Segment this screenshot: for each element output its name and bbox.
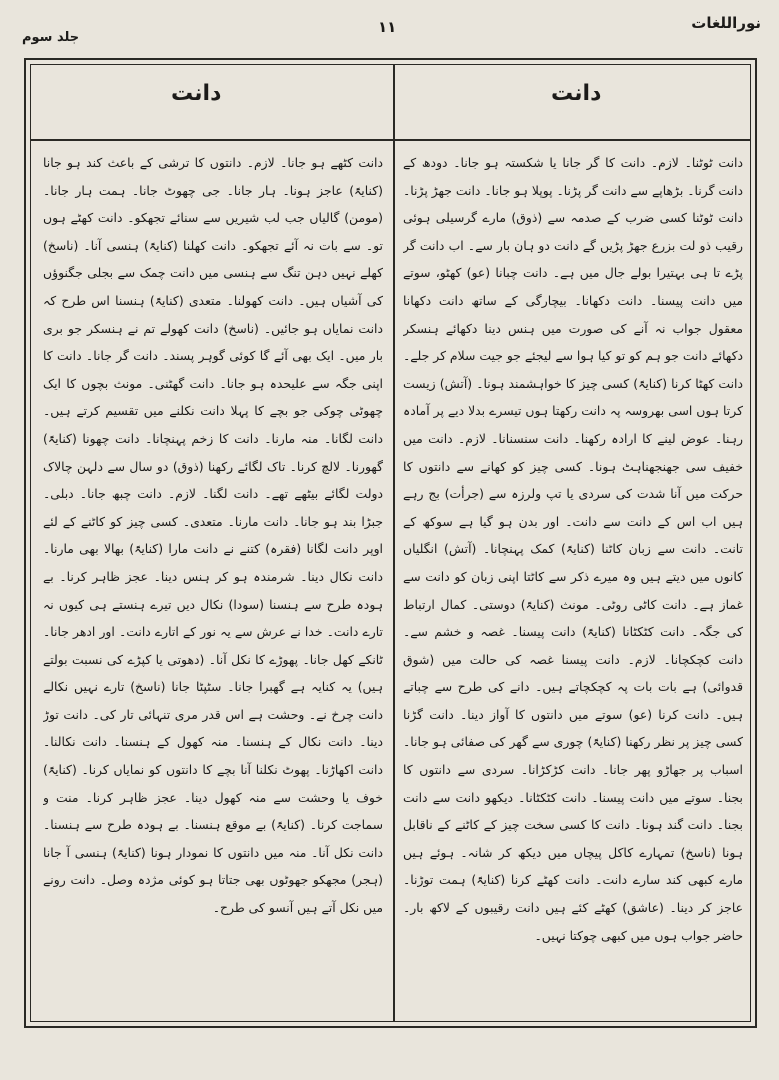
left-column <box>43 149 383 1019</box>
page-frame-inner <box>30 64 751 1022</box>
right-column-heading: دانت <box>551 81 602 106</box>
left-column-text: دانت کٹھے ہو جانا۔ لازم۔ دانتوں کا ترشی کے باعث کند ہو جانا (کنایۃً) عاجز ہونا۔ ہار جانا۔ جی چھوٹ جانا۔ ہمت ہار جانا۔ (مومن) گالیاں جب لب شیریں سے سنائے تجھکو۔ دانت کھٹے ہوں تو۔ سے بات نہ آئے تجھکو۔ دانت کھلنا (کنایۃً) ہنسی آنا۔ (ناسخ) کھلے نہیں دہن تنگ سے ہنسی میں دانت چمک سے بجلی جگنوؤں کی آشیاں ہیں۔ دانت کھولنا۔ متعدی (کنایۃً) ہنسنا اس طرح کہ دانت نمایاں ہو جائیں۔ (ناسخ) دانت کھولے تم نے ہنسکر جو بری بار میں۔ ایک بھی آئے گا کوئی گوہر پسند۔ دانت گر جانا۔ دانت کا اپنی جگہ سے علیحدہ ہو جانا۔ دانت گھٹنی۔ مونث بچوں کا ایک چھوٹی چوکی جو بچے کا پہلا دانت نکلنے میں تقسیم کرتے ہیں۔ دانت لگانا۔ منہ مارنا۔ دانت کا زخم پہنچانا۔ دانت چھونا (کنایۃً) گھورنا۔ لالچ کرنا۔ تاک لگائے رکھنا (ذوق) دو سال سے دلہن چالاک دولت لگائے بیٹھے تھے۔ دانت لگنا۔ لازم۔ دانت چبھ جانا۔ دبلی۔ جبڑا بند ہو جانا۔ دانت مارنا۔ متعدی۔ کسی چیز کو کاٹنے کے لئے اوپر دانت لگانا (فقرہ) کتنے نے دانت مارا (کنایۃً) بھالا بھی مارنا۔ دانت نکال دینا۔ شرمندہ ہو کر ہنس دینا۔ عجز ظاہر کرنا۔ بے ہودہ طرح سے ہنسنا (سودا) نکال دیں تیرے ہنستے ہی کیوں نہ تارے دانت۔ خدا نے عرش سے یہ نور کے اتارے دانت۔ اور ادھر جانا۔ ٹانکے کھل جانا۔ پھوڑے کا نکل آنا۔ (دھوتی یا کپڑے کی نسبت بولتے ہیں) یہ کنایہ ہے گھبرا جانا۔ سٹپٹا جانا (ناسخ) تارے نہیں نکالے دانت چرخ نے۔ وحشت ہے اس قدر مری تنہائی تار کی۔ دانت توڑ دینا۔ دانت نکال کے ہنسنا۔ منہ کھول کے ہنسنا۔ دانت نکالنا۔ دانت اکھاڑنا۔ پھوٹ نکلنا آنا بچے کا دانتوں کو نمایاں کرنا۔ (کنایۃً) خوف یا وحشت سے منہ کھول دینا۔ عجز ظاہر کرنا۔ منت و سماجت کرنا۔ (کنایۃً) بے موقع ہنسنا۔ بے ہودہ طرح سے ہنسنا۔ دانت نکل آنا۔ منہ میں دانتوں کا نمودار ہونا (کنایۃً) ہنسی آ جانا (ہجر) مجھکو جھوٹوں بھی جتاتا ہو کوئی مژدہ وصل۔ دانت رونے میں نکل آتے ہیں آنسو کی طرح۔ <box>43 155 383 916</box>
page-number: ۱۱ <box>378 18 397 36</box>
column-heading-row <box>31 65 750 141</box>
column-divider <box>393 65 395 1021</box>
volume-label: جلد سوم <box>22 30 80 45</box>
left-column-heading: دانت <box>171 81 222 106</box>
right-column-text: دانت ٹوٹنا۔ لازم۔ دانت کا گر جانا یا شکستہ ہو جانا۔ دودھ کے دانت گرنا۔ بڑھاپے سے دانت گر پڑنا۔ پوپلا ہو جانا۔ دانت جھڑ پڑنا۔ دانت ٹوٹنا کسی ضرب کے صدمہ سے (ذوق) مارے گرسیلی ہوئی رقیب ذو لت بزرع جھڑ پڑیں گے دانت دو ہان بار سے۔ اب دانت گر پڑے تا ہی بہتیرا بولے جال میں ہے۔ دانت چبانا (عو) کھٹو، سوتے میں دانت پیسنا۔ دانت دکھانا۔ بیچارگی کے ساتھ دانت دکھانا معقول جواب نہ آنے کی صورت میں ہنس دینا دکھائے ہنسکر دکھائے دانت جو ہم کو تو کیا ہوا سے لیجئے جو جیت سلام کر جلے۔ دانت کھٹا کرنا (کنایۃً) کسی چیز کا خواہشمند ہونا۔ (آتش) زیست کرتا ہوں اسی بھروسہ پہ دانت رکھتا ہوں تیسرے بدلا دیے پر آمادہ رہنا۔ عوض لینے کا ارادہ رکھنا۔ دانت سنسنانا۔ لازم۔ دانت میں خفیف سی جھنجھناہٹ ہونا۔ کسی چیز کو کھانے سے دانتوں کا حرکت میں آنا شدت کی سردی یا تپ ولرزہ سے (جرأت) بج رہے ہیں اب اس کے دانت سے دانت۔ اور بدن ہو گیا ہے سوکھ کے تانت۔ دانت سے زبان کاٹنا (کنایۃً) کمک پہنچانا۔ (آتش) انگلیاں کانوں میں دیتے ہیں وہ میرے ذکر سے کاٹتا اپنی زبان کو دانت سے غماز ہے۔ دانت کاٹی روٹی۔ مونث (کنایۃً) دوستی۔ کمال ارتباط کی جگہ۔ دانت کٹکٹانا (کنایۃً) دانت پیسنا۔ غصہ و خشم سے۔ دانت کچکچانا۔ لازم۔ دانت پیسنا غصہ کی حالت میں (شوق قدوائی) ہے بات بات پہ کچکچاتے ہیں۔ دانے کی طرح سے چباتے ہیں۔ دانت کرنا (عو) سوتے میں دانتوں کا آواز دینا۔ دانت گڑنا کسی چیز پر نظر رکھنا (کنایۃً) چوری سے گھر کی صفائی ہو جانا۔ اسباب پر جھاڑو پھر جانا۔ دانت کڑکڑانا۔ سردی سے دانتوں کا بجنا۔ سوتے میں دانت پیسنا۔ دانت کٹکٹانا۔ دیکھو دانت سے دانت بجنا۔ دانت گند ہونا۔ دانت کا کسی سخت چیز کے کاٹنے کے ناقابل ہونا (ناسخ) تمہارے کاکل پیچاں میں دیکھ کر شانہ۔ ہوئے ہیں مارے کبھی کند سارے دانت۔ دانت کھٹے کرنا (کنایۃً) ہمت توڑنا۔ عاجز کر دینا۔ (عاشق) کھٹے کئے ہیں دانت رقیبوں کے لاکھ بار۔ حاضر جواب ہوں میں کبھی چوکتا نہیں۔ <box>403 155 743 943</box>
running-header <box>0 0 779 60</box>
dictionary-title: نوراللغات <box>691 14 761 32</box>
page-frame <box>24 58 757 1028</box>
right-column <box>403 149 743 1019</box>
